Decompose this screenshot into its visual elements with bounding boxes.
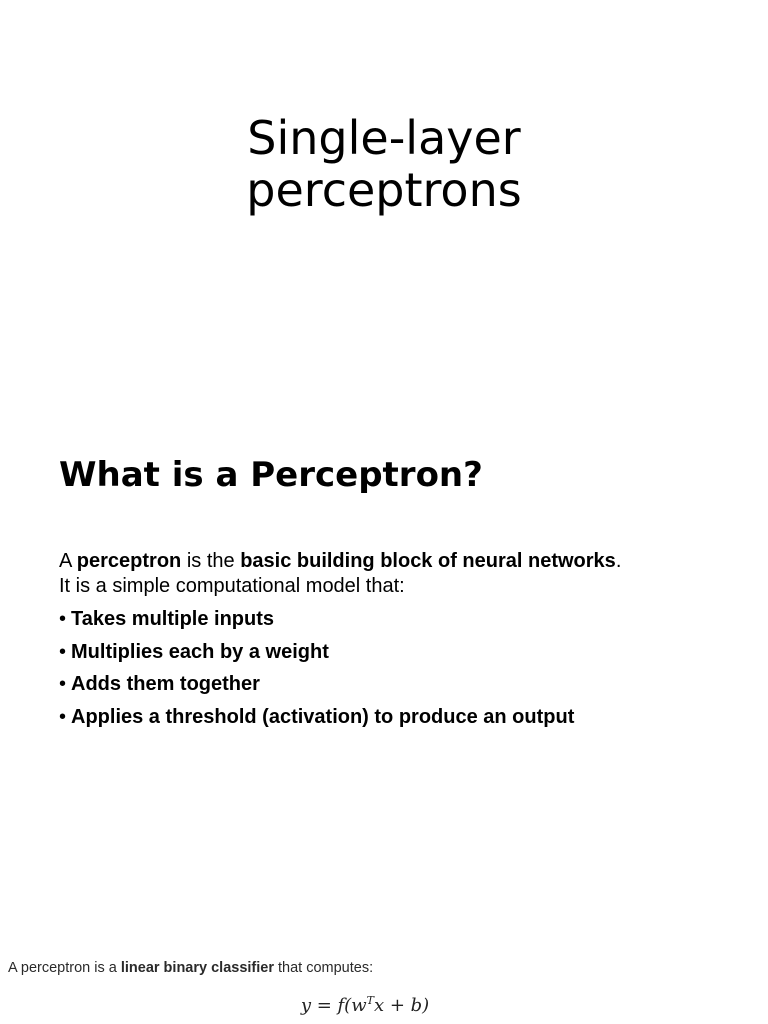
slide-title-line-2: perceptrons [246,163,522,217]
feature-bullet-list [59,605,574,735]
bullet-text: Multiplies each by a weight [71,640,329,663]
bullet-item [59,703,574,736]
intro-paragraph [59,549,739,599]
perceptron-formula [0,994,730,1016]
bullet-dot: • [59,673,67,695]
intro-post: . [615,550,622,572]
note-pre: A perceptron is a [8,960,121,976]
intro-phrase: basic building block of neural networks [240,550,616,572]
bullet-text: Applies a threshold (activation) to produce an output [71,705,575,728]
section-heading: What is a Perceptron? [59,455,483,495]
formula-rhs: x + b) [373,995,430,1016]
intro-line-1 [59,549,739,574]
bullet-text: Takes multiple inputs [71,608,275,630]
classifier-note [8,960,373,976]
slide-title-line-1: Single-layer [247,111,521,165]
slide-title [0,112,768,216]
bullet-item [59,670,574,703]
intro-mid: is the [181,550,241,572]
formula-transpose: T [366,994,374,1007]
bullet-dot: • [59,640,67,663]
formula-lhs: y = f(w [300,995,367,1016]
bullet-dot: • [59,608,67,630]
intro-pre: A [59,550,77,572]
intro-line-2: It is a simple computational model that: [59,575,405,597]
bullet-text: Adds them together [71,673,260,695]
bullet-item [59,638,574,671]
note-post: that computes: [273,960,374,976]
note-term: linear binary classifier [120,960,274,976]
bullet-item [59,605,574,638]
intro-term: perceptron [76,550,182,572]
bullet-dot: • [59,705,67,728]
